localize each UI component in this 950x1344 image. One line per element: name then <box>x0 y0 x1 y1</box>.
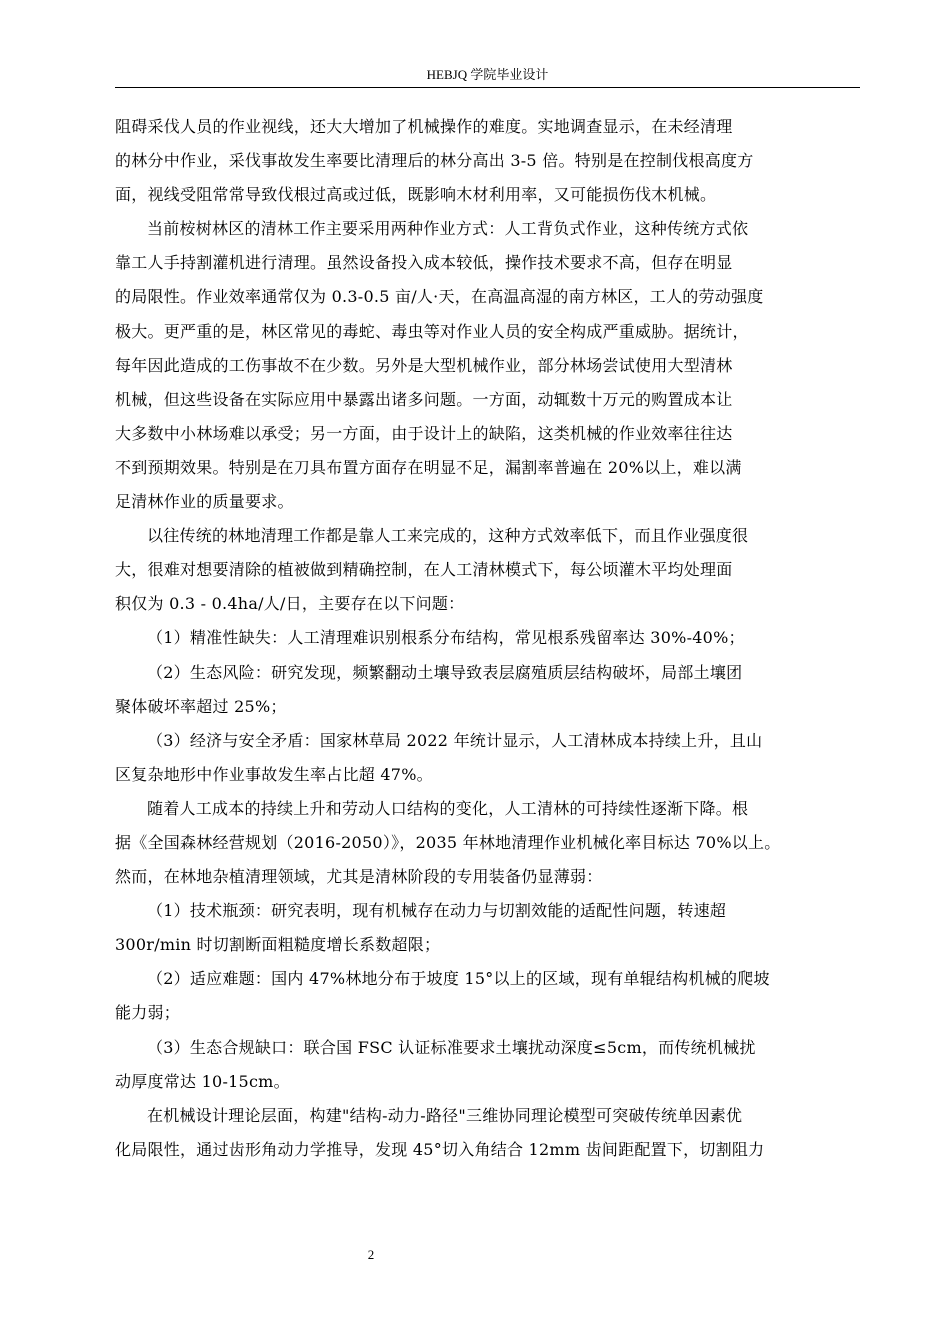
text-line: （3）生态合规缺口：联合国 FSC 认证标准要求土壤扰动深度≤5cm，而传统机械扰 <box>147 1037 756 1057</box>
text-line: 300r/min 时切割断面粗糙度增长系数超限； <box>115 935 441 955</box>
text-line: 聚体破坏率超过 25%； <box>115 696 287 716</box>
page-header: HEBJQ 学院毕业设计 <box>426 67 549 82</box>
text-line: 积仅为 0.3 - 0.4ha/人/日，主要存在以下问题： <box>115 594 465 614</box>
text-line: 动厚度常达 10-15cm。 <box>115 1071 290 1091</box>
text-line: 在机械设计理论层面，构建"结构-动力-路径"三维协同理论模型可突破传统单因素优 <box>147 1105 743 1125</box>
text-line: 机械，但这些设备在实际应用中暴露出诸多问题。一方面，动辄数十万元的购置成本让 <box>115 389 733 409</box>
text-line: 极大。更严重的是，林区常见的毒蛇、毒虫等对作业人员的安全构成严重威胁。据统计， <box>115 321 749 341</box>
text-line: 据《全国森林经营规划（2016-2050）》，2035 年林地清理作业机械化率目标达 70%以上。 <box>115 832 781 852</box>
text-line: （1）技术瓶颈：研究表明，现有机械存在动力与切割效能的适配性问题，转速超 <box>147 901 727 921</box>
text-line: 当前桉树林区的清林工作主要采用两种作业方式：人工背负式作业，这种传统方式依 <box>147 219 749 239</box>
text-line: 化局限性，通过齿形角动力学推导，发现 45°切入角结合 12mm 齿间距配置下，切割阻力 <box>115 1139 765 1159</box>
text-line: 区复杂地形中作业事故发生率占比超 47%。 <box>115 764 433 784</box>
text-line: 以往传统的林地清理工作都是靠人工来完成的，这种方式效率低下，而且作业强度很 <box>147 526 749 546</box>
text-line: 不到预期效果。特别是在刀具布置方面存在明显不足，漏割率普遍在 20%以上，难以满 <box>115 457 742 477</box>
text-line: 大多数中小林场难以承受；另一方面，由于设计上的缺陷，这类机械的作业效率往往达 <box>115 423 733 443</box>
text-line: 大，很难对想要清除的植被做到精确控制，在人工清林模式下，每公顷灌木平均处理面 <box>115 560 733 580</box>
text-line: （2）生态风险：研究发现，频繁翻动土壤导致表层腐殖质层结构破坏，局部土壤团 <box>147 662 743 682</box>
text-line: 能力弱； <box>115 1003 181 1023</box>
text-line: 的林分中作业，采伐事故发生率要比清理后的林分高出 3-5 倍。特别是在控制伐根高度方 <box>115 151 754 171</box>
text-line: 然而，在林地杂植清理领域，尤其是清林阶段的专用装备仍显薄弱： <box>115 867 603 887</box>
text-line: （2）适应难题：国内 47%林地分布于坡度 15°以上的区域，现有单辊结构机械的爬坡 <box>147 969 770 989</box>
page-number: 2 <box>367 1247 375 1262</box>
text-line: 每年因此造成的工伤事故不在少数。另外是大型机械作业，部分林场尝试使用大型清林 <box>115 355 733 375</box>
text-line: 的局限性。作业效率通常仅为 0.3-0.5 亩/人·天，在高温高湿的南方林区，工人的劳动强度 <box>115 287 764 307</box>
text-line: （1）精准性缺失：人工清理难识别根系分布结构，常见根系残留率达 30%-40%； <box>147 628 745 648</box>
text-line: 阻碍采伐人员的作业视线，还大大增加了机械操作的难度。实地调查显示，在未经清理 <box>115 117 733 136</box>
text-line: 随着人工成本的持续上升和劳动人口结构的变化，人工清林的可持续性逐渐下降。根 <box>147 798 749 818</box>
text-line: 面，视线受阻常常导致伐根过高或过低，既影响木材利用率，又可能损伤伐木机械。 <box>115 185 717 205</box>
document-body <box>115 110 860 1167</box>
text-line: 足清林作业的质量要求。 <box>115 492 294 512</box>
text-line: 靠工人手持割灌机进行清理。虽然设备投入成本较低，操作技术要求不高，但存在明显 <box>115 253 733 273</box>
text-line: （3）经济与安全矛盾：国家林草局 2022 年统计显示，人工清林成本持续上升，且山 <box>147 730 763 750</box>
header-divider <box>115 87 860 88</box>
